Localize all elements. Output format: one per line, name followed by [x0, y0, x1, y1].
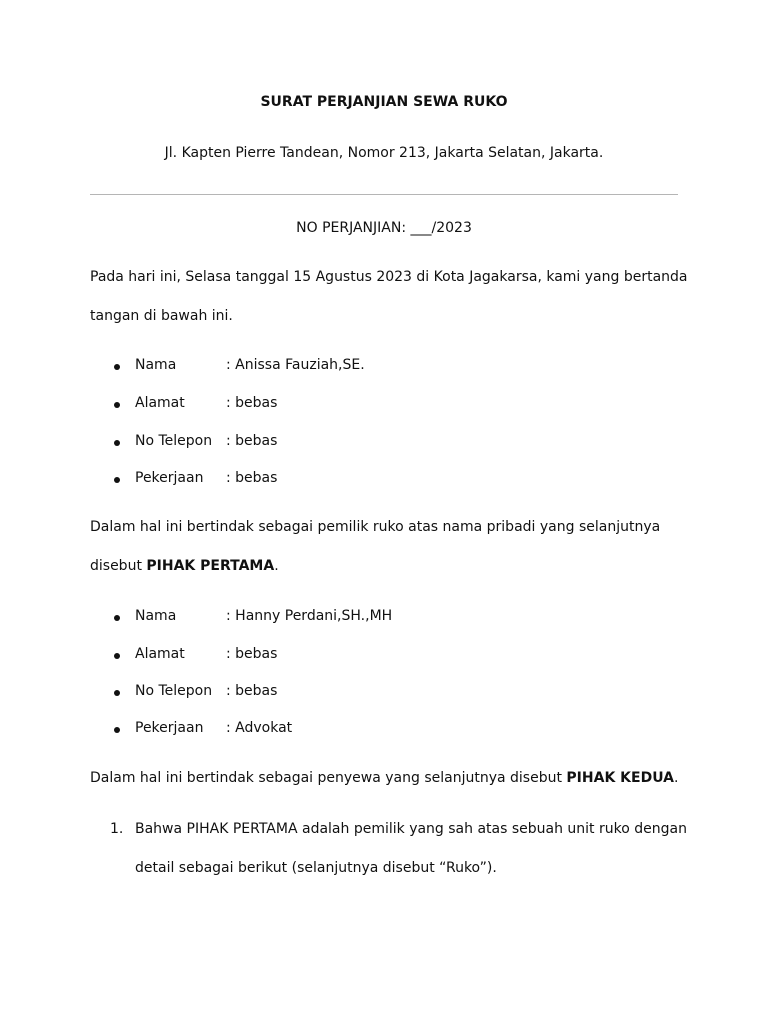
horizontal-divider: [90, 194, 678, 195]
bullet-icon: [114, 364, 120, 370]
bullet-icon: [114, 477, 120, 483]
party1-description-line-1: Dalam hal ini bertindak sebagai pemilik ruko atas nama pribadi yang selanjutnya: [90, 519, 661, 535]
party2-value-name: : Hanny Perdani,SH.,MH: [226, 608, 393, 624]
party1-desc-suffix: .: [274, 558, 279, 574]
party2-role-label: PIHAK KEDUA: [566, 770, 674, 786]
party2-label-occupation: Pekerjaan: [135, 720, 204, 736]
party1-value-occupation: : bebas: [226, 470, 278, 486]
agreement-number: NO PERJANJIAN: ___/2023: [296, 220, 472, 236]
party2-desc-suffix: .: [673, 770, 679, 786]
bullet-icon: [114, 615, 120, 621]
party1-label-name: Nama: [135, 357, 177, 373]
party2-desc-prefix: Dalam hal ini bertindak sebagai penyewa yang selanjutnya disebut: [90, 770, 567, 786]
party2-label-name: Nama: [135, 608, 177, 624]
party1-desc-prefix: disebut: [90, 558, 147, 574]
party2-label-phone: No Telepon: [135, 683, 213, 699]
bullet-icon: [114, 440, 120, 446]
party1-role-label: PIHAK PERTAMA: [146, 558, 275, 574]
address-line: Jl. Kapten Pierre Tandean, Nomor 213, Jakarta Selatan, Jakarta.: [164, 145, 604, 161]
party2-description: [90, 770, 678, 786]
clause-number: 1.: [110, 821, 124, 837]
clause1-line-2: detail sebagai berikut (selanjutnya disebut “Ruko”).: [135, 860, 497, 876]
party1-label-occupation: Pekerjaan: [135, 470, 204, 486]
party2-label-address: Alamat: [135, 646, 185, 662]
party1-label-phone: No Telepon: [135, 433, 213, 449]
party2-value-occupation: : Advokat: [226, 720, 293, 736]
bullet-icon: [114, 402, 120, 408]
bullet-icon: [114, 690, 120, 696]
opening-paragraph-line-2: tangan di bawah ini.: [90, 308, 233, 324]
document-title: SURAT PERJANJIAN SEWA RUKO: [260, 94, 508, 110]
party2-value-phone: : bebas: [226, 683, 278, 699]
opening-paragraph-line-1: Pada hari ini, Selasa tanggal 15 Agustus 2023 di Kota Jagakarsa, kami yang bertanda: [90, 269, 688, 285]
bullet-icon: [114, 653, 120, 659]
party1-value-name: : Anissa Fauziah,SE.: [226, 357, 365, 373]
party2-value-address: : bebas: [226, 646, 278, 662]
party1-label-address: Alamat: [135, 395, 185, 411]
clause1-line-1: Bahwa PIHAK PERTAMA adalah pemilik yang sah atas sebuah unit ruko dengan: [135, 821, 687, 837]
bullet-icon: [114, 727, 120, 733]
party1-value-address: : bebas: [226, 395, 278, 411]
party1-description-line-2: [90, 558, 279, 574]
party1-value-phone: : bebas: [226, 433, 278, 449]
